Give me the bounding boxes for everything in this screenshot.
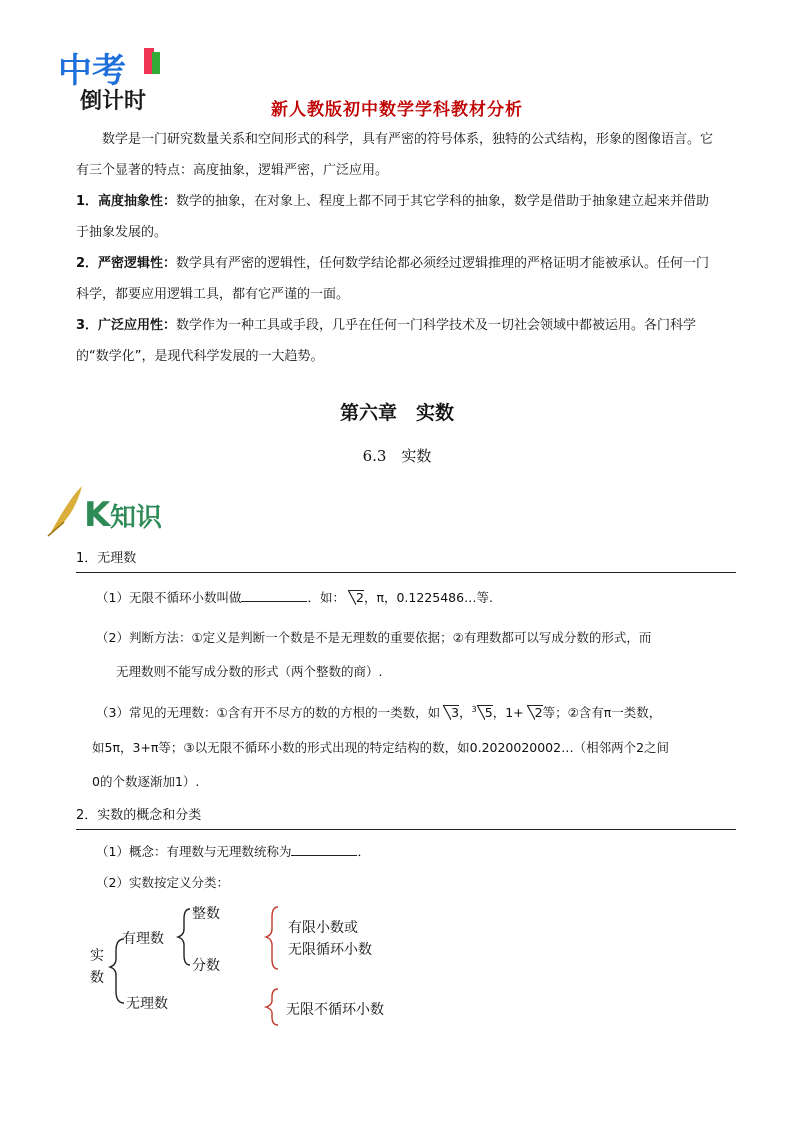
tree-root-1: 实 [90, 948, 104, 964]
chapter-title: 第六章 实数 [339, 402, 454, 424]
tree-desc-1b: 无限循环小数 [288, 942, 372, 958]
item-1-3-line2: 如5π，3+π等；③以无限不循环小数的形式出现的特定结构的数，如0.2020020002…（相邻两个2之间 [92, 740, 670, 755]
item-2-2: （2）实数按定义分类： [96, 875, 229, 890]
badge-text: 知识 [110, 503, 163, 533]
item-1-3-line3: 0的个数逐渐加1）. [92, 774, 200, 789]
logo-text-1: 中考 [58, 51, 126, 91]
fill-blank-1[interactable] [241, 588, 307, 602]
badge-letter: K [84, 495, 111, 535]
logo-text-2: 倒计时 [80, 89, 147, 114]
item-1-2: （2）判断方法：①定义是判断一个数是不是无理数的重要依据；②有理数都可以写成分数的形式，而 [96, 630, 652, 645]
document-title: 新人教版初中数学学科教材分析 [271, 100, 523, 120]
tree-root-2: 数 [90, 970, 104, 986]
intro-paragraph: 数学是一门研究数量关系和空间形式的科学，具有严密的符号体系，独特的公式结构，形象的图像语言。它有三个显著的特点：高度抽象，逻辑严密，广泛应用。 [76, 132, 714, 178]
sqrt-2: 2 [348, 590, 364, 605]
tree-desc-1a: 有限小数或 [288, 920, 358, 936]
feature-1 [76, 186, 720, 248]
cbrt-5: 5 [477, 705, 493, 720]
item-1-3-b: 等；②含有π一类数， [542, 705, 662, 721]
feature-1-text: 数学的抽象，在对象上、程度上都不同于其它学科的抽象，数学是借助于抽象建立起来并借助于抽象发展的。 [76, 194, 710, 240]
cube-root-index: 3 [471, 705, 477, 714]
feature-3 [76, 310, 720, 372]
feature-1-label: 1．高度抽象性： [76, 194, 177, 209]
tree-fraction: 分数 [192, 958, 220, 974]
feature-2-label: 2．严密逻辑性： [76, 256, 177, 271]
item-1-2b: 无理数则不能写成分数的形式（两个整数的商）. [116, 664, 383, 679]
sep: ，1+ [492, 705, 524, 721]
item-2-1 [96, 842, 736, 862]
feature-3-text: 数学作为一种工具或手段，几乎在任何一门科学技术及一切社会领域中都被运用。各门科学的“数学化”，是现代科学发展的一大趋势。 [76, 318, 697, 364]
item-1-1-rest: ，π，0.1225486…等. [363, 590, 494, 605]
sqrt-3: 3 [443, 705, 459, 720]
heading-irrational-numbers: 1．无理数 [76, 548, 736, 573]
feature-2-text: 数学具有严密的逻辑性，任何数学结论都必须经过逻辑推理的严格证明才能被承认。任何一门科学，都要应用逻辑工具，都有它严谨的一面。 [76, 256, 710, 302]
fill-blank-2[interactable] [291, 842, 357, 856]
item-1-1 [96, 588, 736, 608]
heading-real-numbers: 2．实数的概念和分类 [76, 805, 736, 830]
item-2-1-suffix: ． [357, 844, 370, 859]
item-1-1-prefix: （1）无限不循环小数叫做 [96, 590, 242, 605]
feature-2 [76, 248, 720, 310]
section-title: 6.3 实数 [362, 447, 432, 465]
tree-irrational: 无理数 [126, 996, 168, 1012]
sep: ， [459, 705, 472, 721]
tree-rational: 有理数 [122, 931, 164, 947]
item-1-1-mid: ．如： [307, 590, 345, 605]
item-1-3-a: （3）常见的无理数：①含有开不尽方的数的方根的一类数，如 [96, 705, 441, 721]
sqrt-2b: 2 [527, 705, 543, 720]
feather-icon [50, 486, 82, 534]
item-1-3 [96, 700, 756, 723]
tree-integer: 整数 [192, 906, 220, 922]
classification-tree [80, 895, 440, 1035]
item-2-1-prefix: （1）概念：有理数与无理数统称为 [96, 844, 292, 859]
feature-3-label: 3．广泛应用性： [76, 318, 177, 333]
knowledge-badge [42, 482, 202, 538]
tree-desc-2: 无限不循环小数 [286, 1002, 384, 1018]
